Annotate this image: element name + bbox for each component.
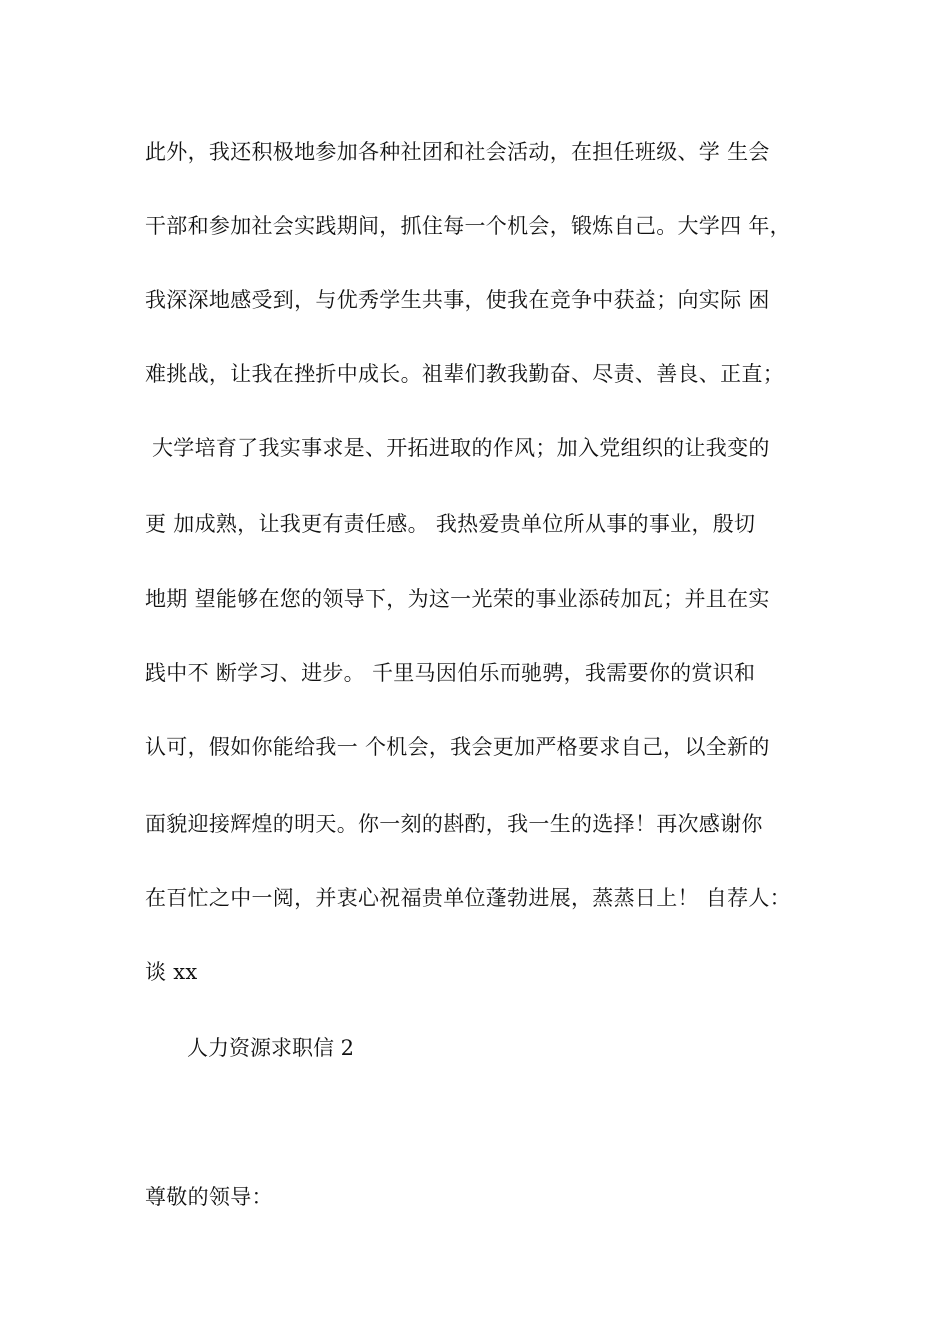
paragraph-line-9: 认可，假如你能给我一 个机会，我会更加严格要求自己，以全新的 <box>145 735 770 759</box>
paragraph-line-5: 大学培育了我实事求是、开拓进取的作风；加入党组织的让我变的 <box>145 436 770 460</box>
paragraph-line-11: 在百忙之中一阅，并衷心祝福贵单位蓬勃进展，蒸蒸日上！ 自荐人： <box>145 886 791 910</box>
paragraph-line-6: 更 加成熟，让我更有责任感。 我热爱贵单位所从事的事业，殷切 <box>145 512 756 536</box>
paragraph-line-3: 我深深地感受到，与优秀学生共事，使我在竞争中获益；向实际 困 <box>145 288 770 312</box>
paragraph-line-2: 干部和参加社会实践期间，抓住每一个机会，锻炼自己。大学四 年， <box>145 214 791 238</box>
section-title: 人力资源求职信 2 <box>187 1036 355 1060</box>
paragraph-line-4: 难挑战，让我在挫折中成长。祖辈们教我勤奋、尽责、善良、正直； <box>145 362 784 386</box>
paragraph-line-12: 谈 xx <box>145 960 198 984</box>
paragraph-line-10: 面貌迎接辉煌的明天。你一刻的斟酌，我一生的选择！再次感谢你 <box>145 812 763 836</box>
paragraph-line-1: 此外，我还积极地参加各种社团和社会活动，在担任班级、学 生会 <box>145 140 770 164</box>
salutation: 尊敬的领导： <box>145 1185 273 1209</box>
paragraph-line-7: 地期 望能够在您的领导下，为这一光荣的事业添砖加瓦；并且在实 <box>145 587 770 611</box>
paragraph-line-8: 践中不 断学习、进步。 千里马因伯乐而驰骋，我需要你的赏识和 <box>145 661 756 685</box>
